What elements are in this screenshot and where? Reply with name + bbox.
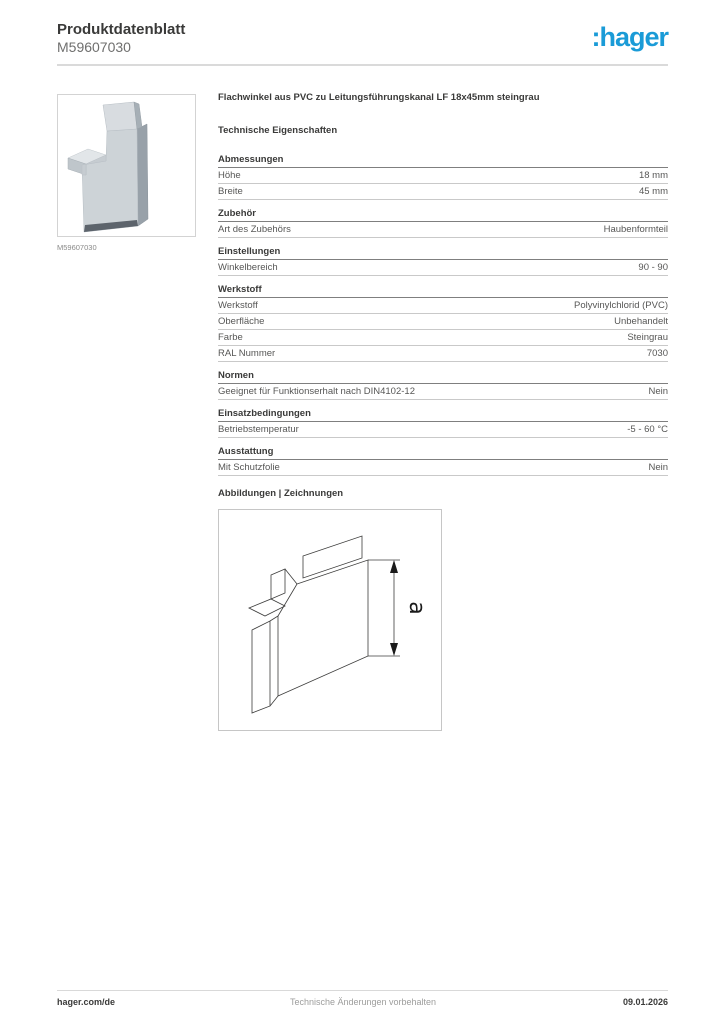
spec-row-value: 90 - 90 (638, 262, 668, 273)
footer-url[interactable]: hager.com/de (57, 997, 116, 1007)
spec-section-heading: Abmessungen (218, 154, 668, 168)
spec-row-label: Höhe (218, 170, 241, 181)
drawings-heading: Abbildungen | Zeichnungen (218, 488, 344, 499)
spec-row-value: Nein (648, 462, 668, 473)
spec-row-value: Steingrau (627, 332, 668, 343)
hager-logo: :hager (591, 22, 668, 52)
spec-row (218, 222, 668, 238)
product-title: Flachwinkel aus PVC zu Leitungsführungskanal LF 18x45mm steingrau (218, 92, 540, 103)
spec-row-value: -5 - 60 °C (627, 424, 668, 435)
spec-row-label: Betriebstemperatur (218, 424, 299, 435)
spec-row (218, 260, 668, 276)
tech-properties-heading: Technische Eigenschaften (218, 125, 338, 136)
footer-date: 09.01.2026 (622, 997, 668, 1007)
spec-row (218, 298, 668, 314)
article-number: M59607030 (57, 39, 131, 55)
spec-section (218, 208, 668, 238)
spec-row (218, 422, 668, 438)
spec-section-heading: Normen (218, 370, 668, 384)
spec-section (218, 284, 668, 362)
spec-row (218, 384, 668, 400)
spec-row (218, 346, 668, 362)
spec-section (218, 246, 668, 276)
spec-row-value: 7030 (646, 348, 668, 359)
footer-disclaimer: Technische Änderungen vorbehalten (289, 997, 437, 1007)
spec-row-label: Oberfläche (218, 316, 265, 327)
spec-row-label: Geeignet für Funktionserhalt nach DIN4102-12 (218, 386, 415, 397)
spec-row-label: Winkelbereich (218, 262, 278, 273)
spec-row-label: Breite (218, 186, 243, 197)
spec-section-heading: Werkstoff (218, 284, 668, 298)
spec-row-label: Mit Schutzfolie (218, 462, 280, 473)
product-photo-caption: M59607030 (57, 243, 97, 252)
page-title: Produktdatenblatt (57, 21, 186, 38)
spec-sections (218, 146, 668, 476)
product-photo-box (57, 94, 196, 237)
spec-row-value: Polyvinylchlorid (PVC) (574, 300, 668, 311)
product-photo (58, 95, 195, 236)
spec-row (218, 168, 668, 184)
spec-row-label: Werkstoff (218, 300, 258, 311)
spec-row-value: Nein (648, 386, 668, 397)
technical-drawing (219, 510, 441, 730)
spec-row (218, 460, 668, 476)
spec-section (218, 446, 668, 476)
spec-row-value: Haubenformteil (603, 224, 668, 235)
technical-drawing-box (218, 509, 442, 731)
spec-section-heading: Einsatzbedingungen (218, 408, 668, 422)
spec-row-label: Art des Zubehörs (218, 224, 291, 235)
spec-section-heading: Einstellungen (218, 246, 668, 260)
spec-row-value: 18 mm (638, 170, 668, 181)
footer-divider (57, 990, 668, 991)
spec-row-value: 45 mm (638, 186, 668, 197)
spec-section (218, 370, 668, 400)
spec-row (218, 330, 668, 346)
spec-row-label: Farbe (218, 332, 243, 343)
spec-row (218, 184, 668, 200)
spec-section-heading: Zubehör (218, 208, 668, 222)
spec-row (218, 314, 668, 330)
spec-section (218, 408, 668, 438)
dimension-label: a (404, 601, 429, 615)
spec-section-heading: Ausstattung (218, 446, 668, 460)
header-divider (57, 64, 668, 66)
spec-row-label: RAL Nummer (218, 348, 276, 359)
spec-section (218, 154, 668, 200)
spec-row-value: Unbehandelt (614, 316, 668, 327)
